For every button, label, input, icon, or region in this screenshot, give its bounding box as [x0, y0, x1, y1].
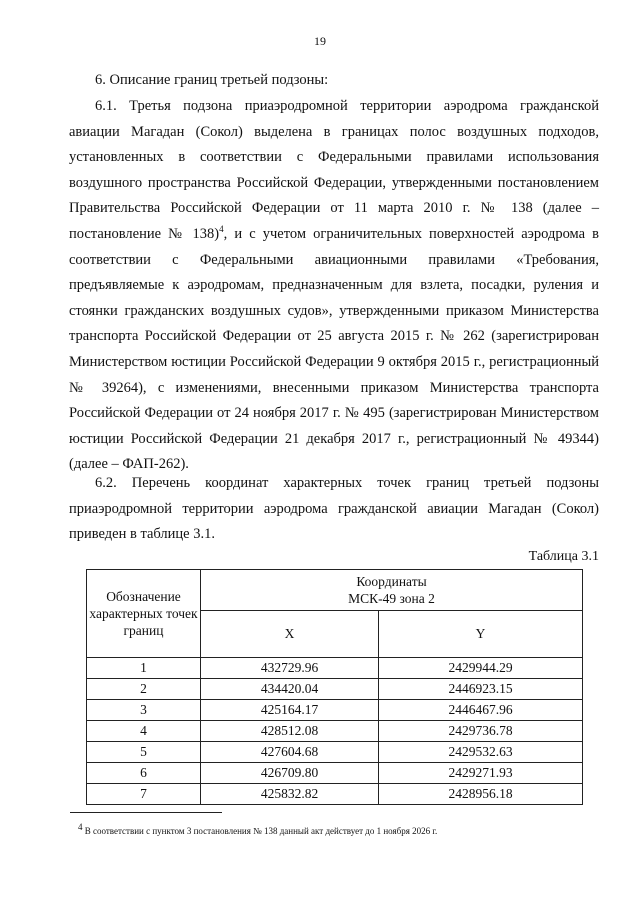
header-x: X	[201, 611, 379, 658]
cell-x: 427604.68	[201, 742, 379, 763]
paragraph-6-1-text-start: 6.1. Третья подзона приаэродромной территории аэродрома гражданской авиации Магадан (Сокол) выделена в границах полос воздушных подходов, установленных в соответствии с Федеральными правилами использования воздушного пространства Российской Федерации, утвержденными постановлением Правительства Российской Федерации от 11 марта 2010 г. № 138 (далее – постановление № 138)	[69, 98, 599, 242]
cell-y: 2429736.78	[379, 721, 583, 742]
table-row	[87, 700, 583, 721]
cell-x: 434420.04	[201, 679, 379, 700]
table-caption: Таблица 3.1	[528, 549, 599, 564]
coordinates-table	[86, 569, 583, 805]
cell-y: 2429271.93	[379, 763, 583, 784]
table-row	[87, 742, 583, 763]
table-row	[87, 658, 583, 679]
cell-point-id: 2	[87, 679, 201, 700]
header-coordinates-group	[201, 570, 583, 611]
table-row	[87, 679, 583, 700]
cell-y: 2429532.63	[379, 742, 583, 763]
cell-x: 432729.96	[201, 658, 379, 679]
cell-x: 428512.08	[201, 721, 379, 742]
header-point-designation: Обозначение характерных точек границ	[87, 570, 201, 658]
footnote	[78, 822, 438, 836]
table-row	[87, 784, 583, 805]
footnote-marker: 4	[78, 822, 83, 832]
cell-x: 425832.82	[201, 784, 379, 805]
section-heading: 6. Описание границ третьей подзоны:	[95, 72, 329, 88]
cell-point-id: 7	[87, 784, 201, 805]
footnote-reference: 4	[219, 224, 224, 235]
cell-y: 2428956.18	[379, 784, 583, 805]
cell-x: 426709.80	[201, 763, 379, 784]
page-number: 19	[314, 34, 326, 48]
header-y: Y	[379, 611, 583, 658]
cell-point-id: 4	[87, 721, 201, 742]
paragraph-6-1-text-end: , и с учетом ограничительных поверхностей аэродрома в соответствии с Федеральными авиационными правилами «Требования, предъявляемые к аэродромам, предназначенным для взлета, посадки, руления и стоянки гражданских воздушных судов», утвержденными приказом Министерства транспорта Российской Федерации от 25 августа 2015 г. № 262 (зарегистрирован Министерством юстиции Российской Федерации 9 октября 2015 г., регистрационный № 39264), с изменениями, внесенными приказом Министерства транспорта Российской Федерации от 24 ноября 2017 г. № 495 (зарегистрирован Министерством юстиции Российской Федерации 21 декабря 2017 г., регистрационный № 49344) (далее – ФАП-262).	[69, 225, 599, 473]
header-coordinates-label: Координаты	[356, 574, 427, 590]
footnote-divider	[70, 812, 222, 813]
table-row	[87, 763, 583, 784]
cell-point-id: 6	[87, 763, 201, 784]
cell-point-id: 3	[87, 700, 201, 721]
table-row	[87, 721, 583, 742]
cell-y: 2446467.96	[379, 700, 583, 721]
cell-y: 2429944.29	[379, 658, 583, 679]
paragraph-6-2: 6.2. Перечень координат характерных точек границ третьей подзоны приаэродромной территории аэродрома гражданской авиации Магадан (Сокол) приведен в таблице 3.1.	[69, 475, 599, 543]
cell-point-id: 5	[87, 742, 201, 763]
cell-point-id: 1	[87, 658, 201, 679]
cell-y: 2446923.15	[379, 679, 583, 700]
cell-x: 425164.17	[201, 700, 379, 721]
footnote-text: В соответствии с пунктом 3 постановления № 138 данный акт действует до 1 ноября 2026 г.	[82, 826, 438, 836]
paragraph-6-1	[69, 94, 599, 478]
header-coordinate-system: МСК-49 зона 2	[348, 591, 435, 607]
